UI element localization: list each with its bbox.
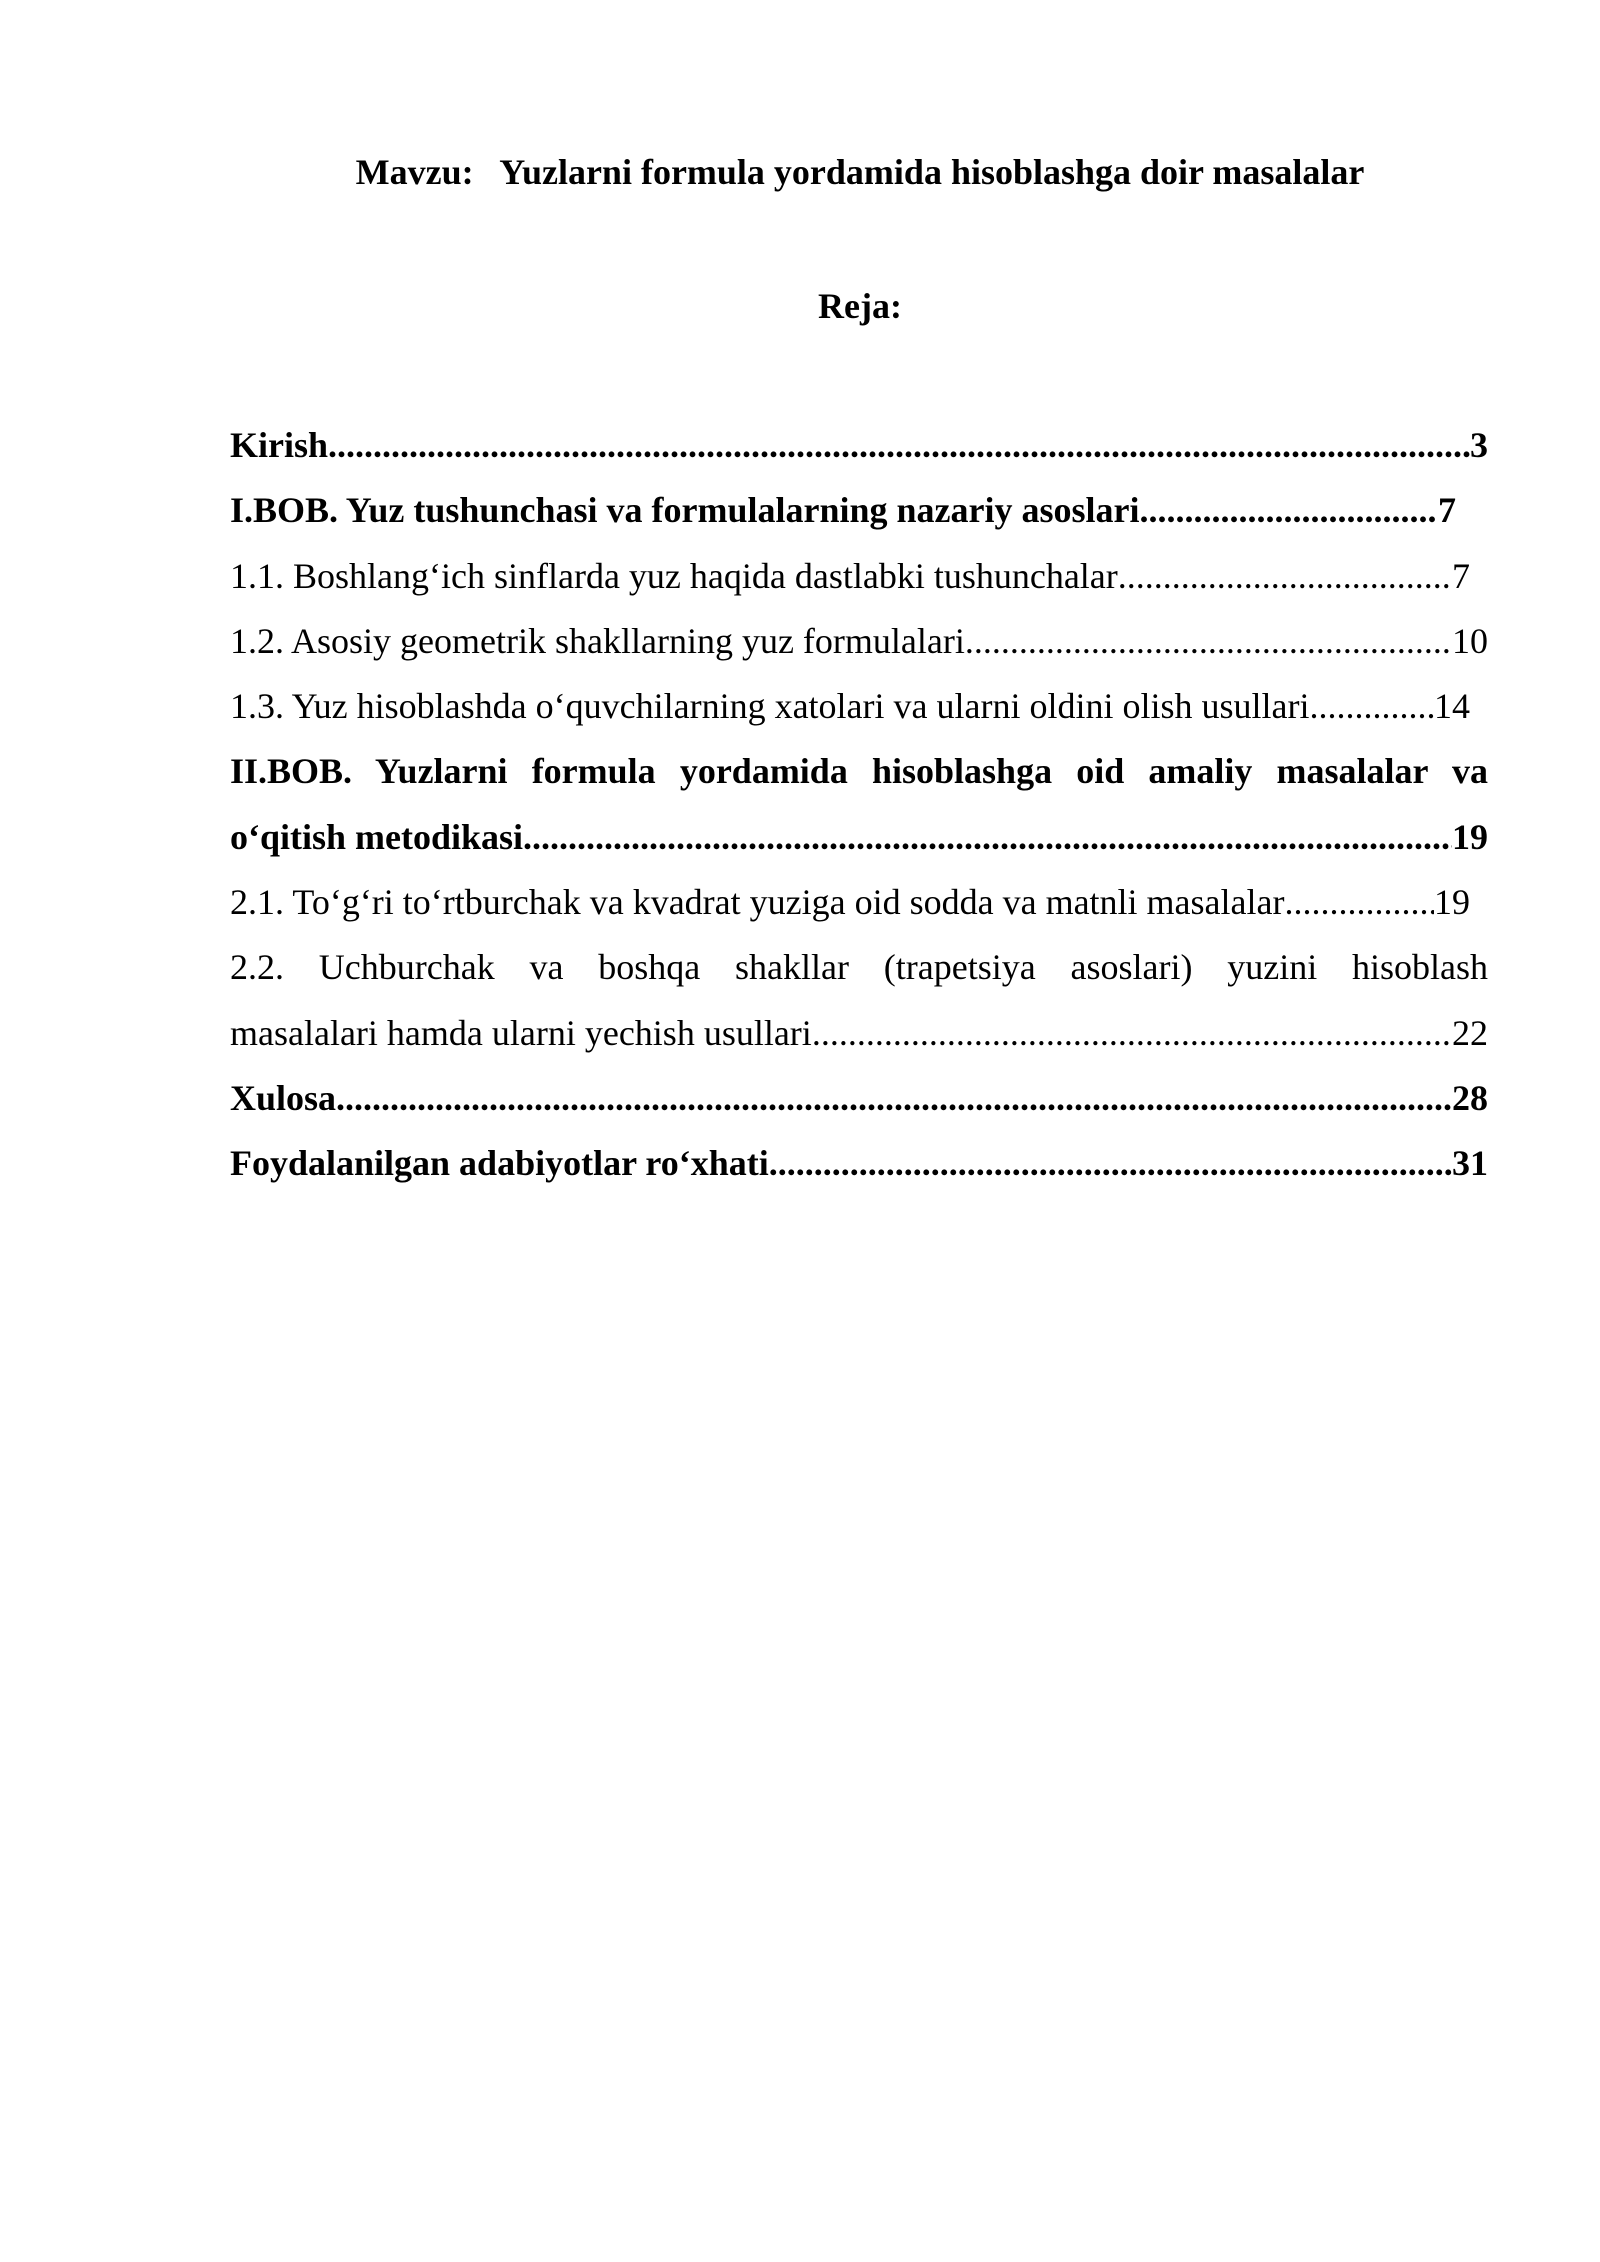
- toc-entry-bob2: [230, 805, 1488, 870]
- toc-entry-label: 1.1. Boshlang‘ich sinflarda yuz haqida dastlabki tushunchalar: [230, 555, 1118, 596]
- toc-entry-page: 3: [1470, 425, 1488, 465]
- toc-leader-dots: [1118, 544, 1452, 609]
- toc-leader-dots: [328, 413, 1470, 478]
- toc-leader-dots: [769, 1131, 1452, 1196]
- toc-entry-page: 14: [1434, 686, 1470, 727]
- toc-leader-dots: [336, 1066, 1452, 1131]
- toc-entry-bob1: [230, 478, 1456, 543]
- toc-entry-bob2-line1: II.BOB. Yuzlarni formula yordamida hisoblashga oid amaliy masalalar va: [230, 751, 1488, 792]
- document-title: Mavzu: Yuzlarni formula yordamida hisoblashga doir masalalar: [355, 152, 1365, 192]
- toc-leader-dots: [1309, 674, 1434, 739]
- toc-entry-page: 31: [1452, 1143, 1488, 1184]
- toc-entry-page: 10: [1452, 620, 1488, 661]
- toc-entry-label: 2.1. To‘g‘ri to‘rtburchak va kvadrat yuziga oid sodda va matnli masalalar: [230, 882, 1285, 923]
- toc-entry-section-1-3: [230, 674, 1470, 739]
- toc-entry-label: I.BOB. Yuz tushunchasi va formulalarning nazariy asoslari: [230, 490, 1140, 531]
- toc-entry-page: 28: [1452, 1077, 1488, 1118]
- toc-entry-label: Foydalanilgan adabiyotlar ro‘xhati: [230, 1143, 769, 1184]
- toc-entry-xulosa: [230, 1066, 1488, 1131]
- toc-entry-label: Kirish: [230, 425, 329, 465]
- toc-entry-section-1-2: [230, 609, 1488, 674]
- toc-entry-section-2-2-line1: 2.2. Uchburchak va boshqa shakllar (trapetsiya asoslari) yuzini hisoblash: [230, 947, 1488, 988]
- toc-entry-page: 7: [1452, 555, 1470, 596]
- toc-entry-page: 22: [1452, 1012, 1488, 1053]
- toc-leader-dots: [812, 1001, 1452, 1066]
- toc-entry-section-2-1: [230, 870, 1470, 935]
- toc-entry-label: 1.2. Asosiy geometrik shakllarning yuz formulalari: [230, 620, 965, 661]
- table-of-contents: [230, 413, 1488, 1197]
- plan-heading: Reja:: [818, 286, 902, 326]
- toc-entry-label: o‘qitish metodikasi: [230, 816, 524, 857]
- toc-entry-label: Xulosa: [230, 1077, 337, 1118]
- toc-entry-page: 19: [1434, 882, 1470, 923]
- toc-entry-kirish: [230, 413, 1488, 478]
- toc-leader-dots: [523, 805, 1452, 870]
- toc-leader-dots: [1284, 870, 1434, 935]
- toc-entry-label: 1.3. Yuz hisoblashda o‘quvchilarning xatolari va ularni oldini olish usullari: [230, 686, 1310, 727]
- toc-entry-label: masalalari hamda ularni yechish usullari: [230, 1012, 812, 1053]
- toc-leader-dots: [1139, 478, 1438, 543]
- toc-leader-dots: [965, 609, 1452, 674]
- toc-entry-page: 7: [1438, 490, 1456, 531]
- toc-entry-section-2-2: [230, 1001, 1488, 1066]
- toc-entry-adabiyotlar: [230, 1131, 1488, 1196]
- toc-entry-page: 19: [1452, 816, 1488, 857]
- toc-entry-section-1-1: [230, 544, 1470, 609]
